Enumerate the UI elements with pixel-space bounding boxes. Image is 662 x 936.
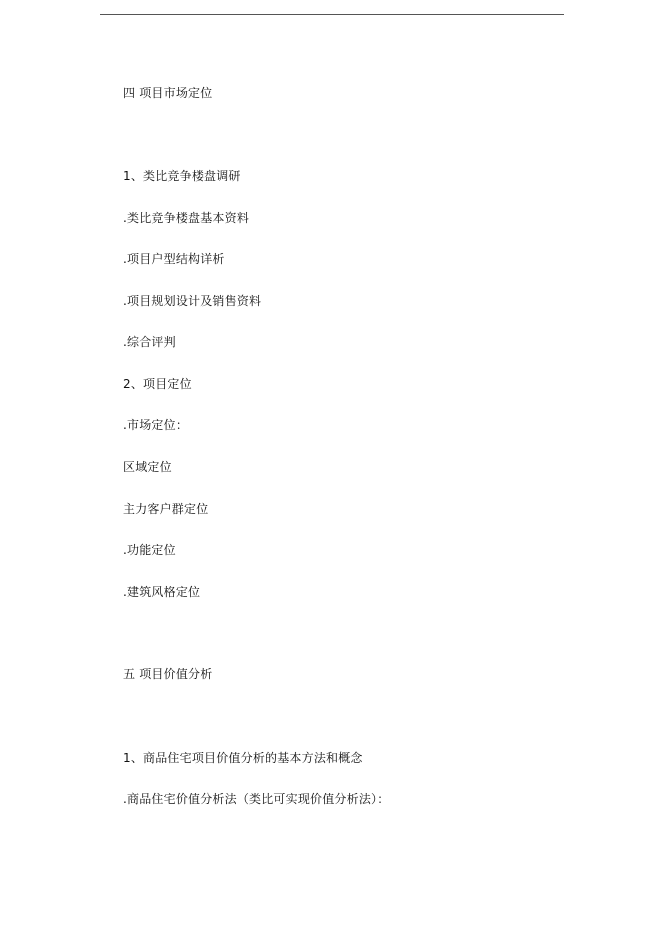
- list-item: .项目规划设计及销售资料: [123, 294, 262, 308]
- header-rule: [100, 14, 564, 15]
- subsection-heading: 1、商品住宅项目价值分析的基本方法和概念: [123, 751, 363, 765]
- list-item: 主力客户群定位: [123, 502, 209, 516]
- section-heading-5: 五 项目价值分析: [123, 667, 213, 681]
- list-item: .市场定位：: [123, 418, 189, 432]
- list-item: .商品住宅价值分析法（类比可实现价值分析法）：: [123, 792, 390, 806]
- subsection-heading: 1、类比竞争楼盘调研: [123, 169, 241, 183]
- section-heading-4: 四 项目市场定位: [123, 86, 213, 100]
- list-item: .项目户型结构详析: [123, 252, 225, 266]
- list-item: 区域定位: [123, 460, 172, 474]
- list-item: .综合评判: [123, 335, 176, 349]
- list-item: .建筑风格定位: [123, 585, 201, 599]
- list-item: .类比竞争楼盘基本资料: [123, 211, 250, 225]
- list-item: .功能定位: [123, 543, 176, 557]
- subsection-heading: 2、项目定位: [123, 377, 192, 391]
